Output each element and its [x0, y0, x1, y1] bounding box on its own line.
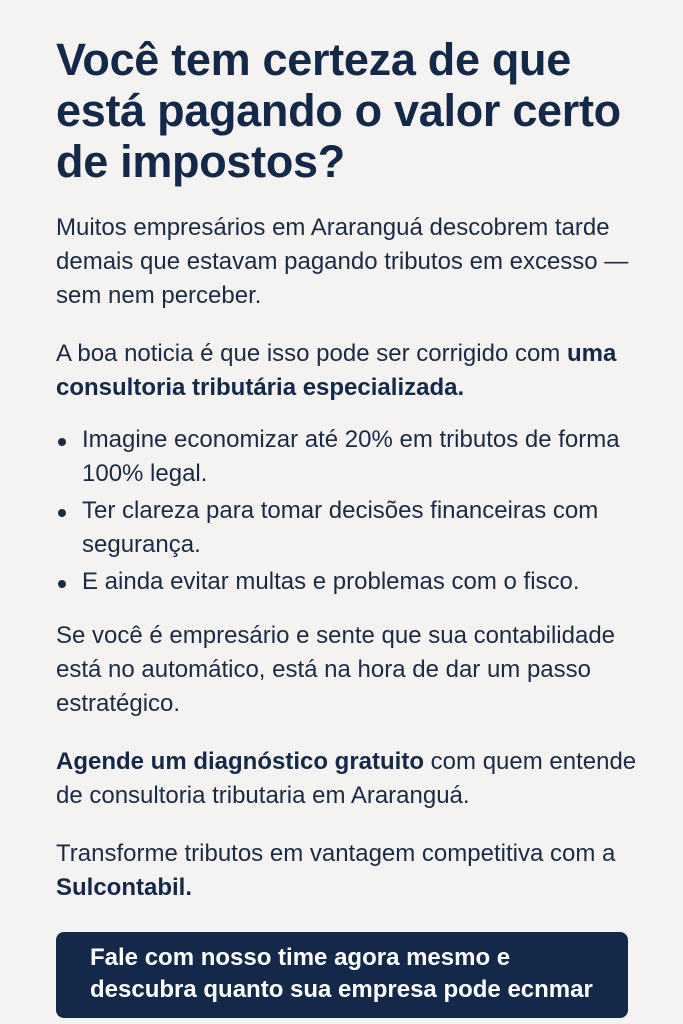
bullet-icon — [58, 580, 66, 588]
schedule-bold: Agende um diagnóstico gratuito — [56, 748, 425, 775]
benefit-text: Imagine economizar até 20% em tributos de forma 100% legal. — [82, 426, 620, 487]
list-item — [56, 565, 643, 599]
list-item — [56, 494, 643, 562]
benefit-text: Ter clareza para tomar decisões financeiras com segurança. — [82, 497, 599, 558]
cta-line-2: descubra quanto sua empresa pode ecnmar — [90, 976, 593, 1003]
page-headline: Você tem certeza de que está pagando o valor certo de impostos? — [56, 34, 621, 187]
schedule-paragraph — [56, 745, 643, 813]
benefits-list — [56, 423, 643, 599]
transform-text: Transforme tributos em vantagem competitiva com a — [56, 840, 616, 867]
benefit-text: E ainda evitar multas e problemas com o fisco. — [82, 568, 580, 595]
automatic-paragraph: Se você é empresário e sente que sua contabilidade está no automático, está na hora de dar um passo estratégico. — [56, 622, 616, 717]
schedule-text: com quem entende de consultoria tributaria em Araranguá. — [56, 748, 637, 809]
list-item — [56, 423, 643, 491]
cta-line-1: Fale com nosso time agora mesmo e — [90, 944, 511, 971]
contact-cta-button[interactable] — [56, 932, 628, 1018]
intro-paragraph: Muitos empresários em Araranguá descobrem tarde demais que estavam pagando tributos em excesso — sem nem perceber. — [56, 214, 629, 309]
brand-name: Sulcontabil. — [56, 874, 193, 901]
good-news-paragraph — [56, 337, 643, 405]
good-news-text: A boa noticia é que isso pode ser corrigido com — [56, 340, 567, 367]
bullet-icon — [58, 438, 66, 446]
transform-paragraph — [56, 837, 643, 905]
bullet-icon — [58, 509, 66, 517]
good-news-bold: uma consultoria tributária especializada. — [56, 340, 617, 401]
